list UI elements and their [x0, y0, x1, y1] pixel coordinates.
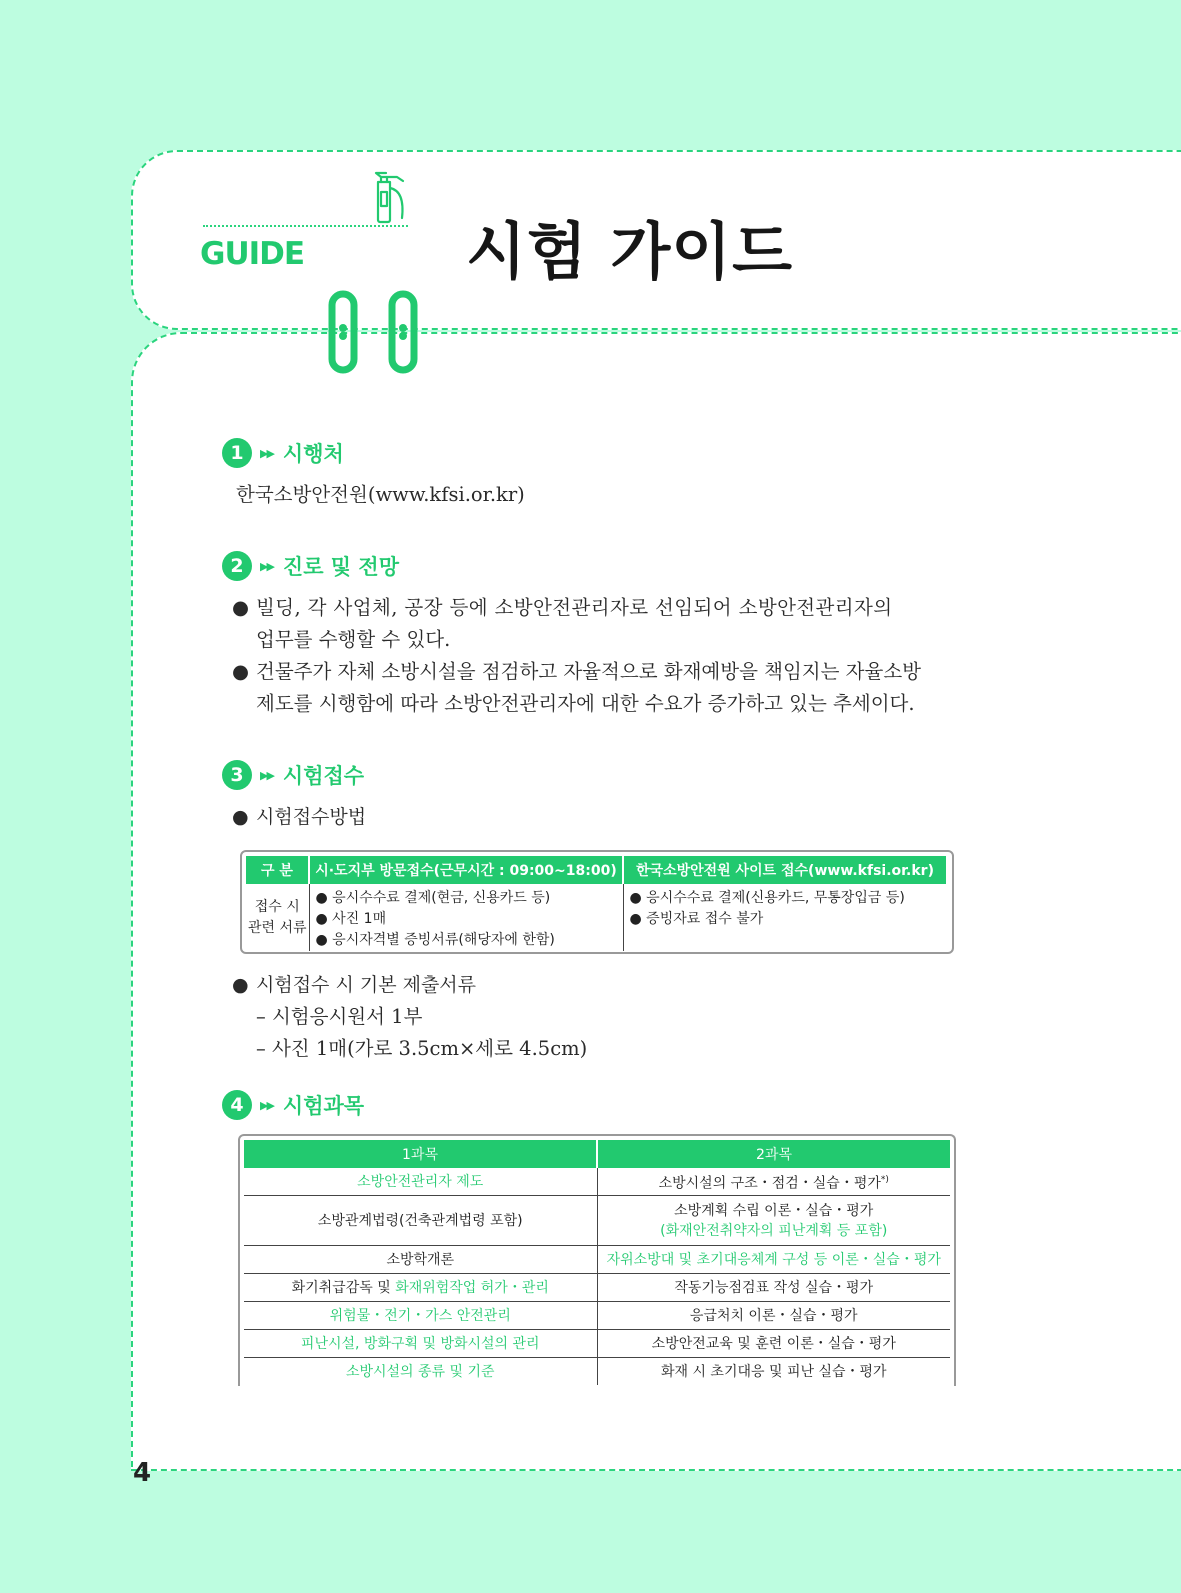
table-cell: 소방시설의 구조・점검・실습・평가*) — [597, 1168, 950, 1196]
section-title: 진로 및 전망 — [282, 555, 399, 579]
career-list — [232, 592, 952, 720]
list-item: ● 빌딩, 각 사업체, 공장 등에 소방안전관리자로 선임되어 소방안전관리자의 업무를 수행할 수 있다. — [232, 596, 893, 651]
table-row — [244, 1168, 950, 1196]
table-cell: 자위소방대 및 초기대응체계 구성 등 이론・실습・평가 — [597, 1246, 950, 1274]
table-cell: 소방안전교육 및 훈련 이론・실습・평가 — [597, 1330, 950, 1358]
table-row — [244, 1302, 950, 1330]
guide-divider — [203, 225, 408, 227]
table-cell: 소방시설의 종류 및 기준 — [244, 1358, 597, 1386]
section-number: 1 — [222, 438, 252, 468]
section-title: 시험접수 — [282, 764, 365, 788]
section-heading — [222, 760, 364, 790]
table-cell: ● 응시수수료 결제(현금, 신용카드 등) ● 사진 1매 ● 응시자격별 증빙서류(해당자에 한함) — [309, 884, 623, 951]
table-cell: 피난시설, 방화구획 및 방화시설의 관리 — [244, 1330, 597, 1358]
section-number: 4 — [222, 1090, 252, 1120]
table-cell: 화기취급감독 및 화재위험작업 허가・관리 — [244, 1274, 597, 1302]
table-cell: 응급처치 이론・실습・평가 — [597, 1302, 950, 1330]
binder-ring-icon — [328, 290, 358, 374]
table-cell: 소방계획 수립 이론・실습・평가 (화재안전취약자의 피난계획 등 포함) — [597, 1196, 950, 1246]
docs-list: ● 시험접수 시 기본 제출서류 – 시험응시원서 1부 – 사진 1매(가로 3.5cm×세로 4.5cm) — [232, 969, 587, 1065]
list-item: – 시험응시원서 1부 — [256, 1005, 423, 1028]
guide-label: GUIDE — [200, 236, 305, 272]
fire-extinguisher-icon — [368, 168, 410, 224]
table-cell: 작동기능점검표 작성 실습・평가 — [597, 1274, 950, 1302]
table-row — [244, 1274, 950, 1302]
section-heading — [222, 438, 344, 468]
list-item: – 사진 1매(가로 3.5cm×세로 4.5cm) — [256, 1037, 588, 1060]
table-header: 시·도지부 방문접수(근무시간 : 09:00~18:00) — [309, 856, 623, 884]
method-label: ● 시험접수방법 — [232, 806, 367, 828]
application-table — [240, 850, 954, 954]
table-header: 구 분 — [246, 856, 309, 884]
table-cell: 접수 시 관련 서류 — [246, 884, 309, 951]
double-arrow-icon: ▶▶ — [260, 1098, 273, 1112]
table-cell: 소방학개론 — [244, 1246, 597, 1274]
double-arrow-icon: ▶▶ — [260, 768, 273, 782]
table-cell: ● 응시수수료 결제(신용카드, 무통장입금 등) ● 증빙자료 접수 불가 — [629, 890, 905, 927]
table-cell: 화재 시 초기대응 및 피난 실습・평가 — [660, 1363, 887, 1380]
section-heading — [222, 1090, 364, 1120]
table-row — [244, 1358, 950, 1386]
table-cell: 소방안전관리자 제도 — [244, 1168, 597, 1196]
table-header: 한국소방안전원 사이트 접수(www.kfsi.or.kr) — [623, 856, 947, 884]
section-number: 2 — [222, 551, 252, 581]
table-cell: 위험물・전기・가스 안전관리 — [244, 1302, 597, 1330]
section-number: 3 — [222, 760, 252, 790]
double-arrow-icon: ▶▶ — [260, 559, 273, 573]
list-item: ● 건물주가 자체 소방시설을 점검하고 자율적으로 화재예방을 책임지는 자율소방 제도를 시행함에 따라 소방안전관리자에 대한 수요가 증가하고 있는 추세이다. — [232, 660, 922, 715]
double-arrow-icon: ▶▶ — [260, 446, 273, 460]
section-title: 시험과목 — [282, 1094, 365, 1118]
page-title: 시험 가이드 — [466, 215, 794, 288]
subjects-table — [238, 1134, 956, 1386]
table-header: 2과목 — [597, 1140, 950, 1168]
docs-label: 시험접수 시 기본 제출서류 — [256, 974, 477, 996]
section-title: 시행처 — [282, 442, 344, 466]
table-header: 1과목 — [244, 1140, 597, 1168]
table-cell: 소방관계법령(건축관계법령 포함) — [244, 1196, 597, 1246]
table-row — [244, 1246, 950, 1274]
table-row — [244, 1330, 950, 1358]
organizer-text: 한국소방안전원(www.kfsi.or.kr) — [236, 483, 525, 506]
binder-ring-icon — [388, 290, 418, 374]
section-heading — [222, 551, 399, 581]
table-row — [246, 884, 947, 951]
table-row — [244, 1196, 950, 1246]
page-number: 4 — [133, 1458, 152, 1488]
